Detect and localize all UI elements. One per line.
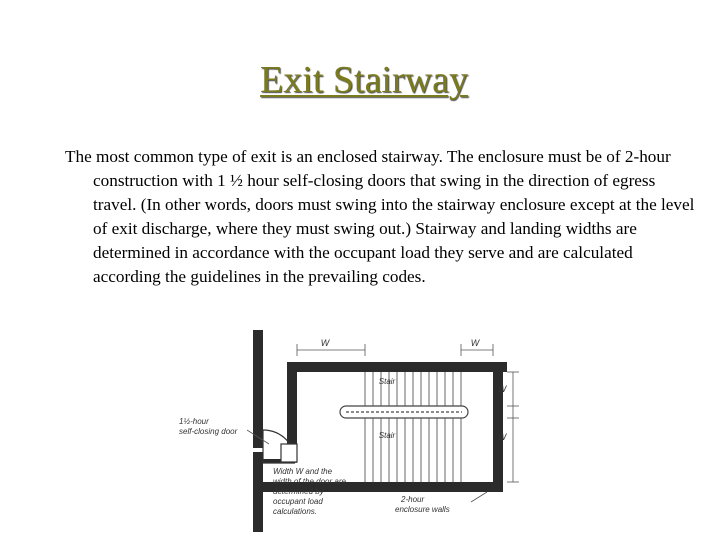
dim-label-right-bottom: W	[497, 432, 507, 442]
stairway-diagram	[175, 322, 520, 540]
body-paragraph: The most common type of exit is an enclosed stairway. The enclosure must be of 2-hour construction with 1 ½ hour self-closing doors that swing in the direction of egress travel. (In other words, doors must swing into the stairway enclosure except at the level of exit discharge, where they must swing out.) Stairway and landing widths are determined in accordance with the occupant load they serve and are calculated according the guidelines in the prevailing codes.	[65, 147, 695, 286]
stair-label-lower: Stair	[378, 431, 396, 440]
door-label	[179, 417, 238, 436]
slide-title: Exit Stairway	[260, 59, 468, 101]
width-note-line1: Width W and the	[273, 467, 333, 476]
width-note-line4: occupant load	[273, 497, 323, 506]
wall-label	[395, 495, 450, 514]
dim-label-right-top: W	[497, 384, 507, 394]
width-note-line5: calculations.	[273, 507, 318, 516]
stair-divider	[340, 406, 468, 418]
stair-run-lower	[365, 418, 461, 482]
stairway-plan-svg	[175, 322, 520, 540]
width-note-line2: width of the door are	[273, 477, 346, 486]
door-label-line2: self-closing door	[179, 427, 238, 436]
dim-label-top-right: W	[470, 338, 480, 348]
dim-label-top-left: W	[320, 338, 330, 348]
wall-label-line1: 2-hour	[401, 495, 425, 504]
stair-label-upper: Stair	[378, 377, 396, 386]
wall-leader	[471, 492, 487, 502]
door-label-line1: 1½-hour	[179, 417, 209, 426]
wall-label-line2: enclosure walls	[395, 505, 450, 514]
width-note-line3: determined by	[273, 487, 324, 496]
